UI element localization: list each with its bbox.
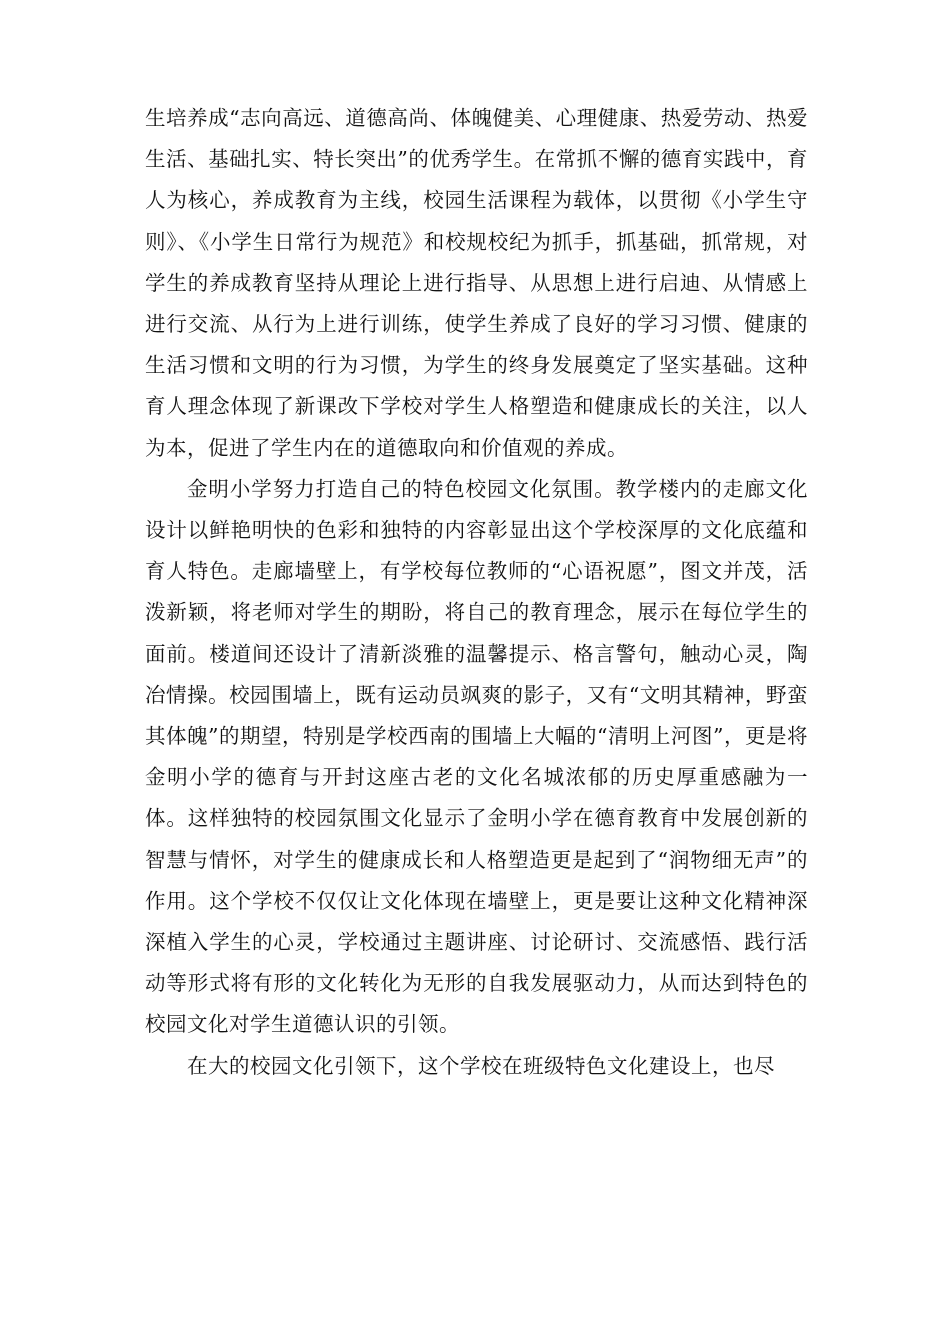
document-page bbox=[145, 98, 808, 1087]
paragraph-campus-culture: 金明小学努力打造自己的特色校园文化氛围。教学楼内的走廊文化设计以鲜艳明快的色彩和独特的内容彰显出这个学校深厚的文化底蕴和育人特色。走廊墙壁上，有学校每位教师的“心语祝愿”，图文并茂，活泼新颖，将老师对学生的期盼，将自己的教育理念，展示在每位学生的面前。楼道间还设计了清新淡雅的温馨提示、格言警句，触动心灵，陶冶情操。校园围墙上，既有运动员飒爽的影子，又有“文明其精神，野蛮其体魄”的期望，特别是学校西南的围墙上大幅的“清明上河图”，更是将金明小学的德育与开封这座古老的文化名城浓郁的历史厚重感融为一体。这样独特的校园氛围文化显示了金明小学在德育教育中发展创新的智慧与情怀，对学生的健康成长和人格塑造更是起到了“润物细无声”的作用。这个学校不仅仅让文化体现在墙壁上，更是要让这种文化精神深深植入学生的心灵，学校通过主题讲座、讨论研讨、交流感悟、践行活动等形式将有形的文化转化为无形的自我发展驱动力，从而达到特色的校园文化对学生道德认识的引领。 bbox=[145, 476, 808, 1037]
paragraph-continued: 生培养成“志向高远、道德高尚、体魄健美、心理健康、热爱劳动、热爱生活、基础扎实、特长突出”的优秀学生。在常抓不懈的德育实践中，育人为核心，养成教育为主线，校园生活课程为载体，以贯彻《小学生守则》、《小学生日常行为规范》和校规校纪为抓手，抓基础，抓常规，对学生的养成教育坚持从理论上进行指导、从思想上进行启迪、从情感上进行交流、从行为上进行训练，使学生养成了良好的学习习惯、健康的生活习惯和文明的行为习惯，为学生的终身发展奠定了坚实基础。这种育人理念体现了新课改下学校对学生人格塑造和健康成长的关注，以人为本，促进了学生内在的道德取向和价值观的养成。 bbox=[145, 106, 808, 460]
paragraph-class-culture: 在大的校园文化引领下，这个学校在班级特色文化建设上，也尽 bbox=[187, 1053, 775, 1078]
